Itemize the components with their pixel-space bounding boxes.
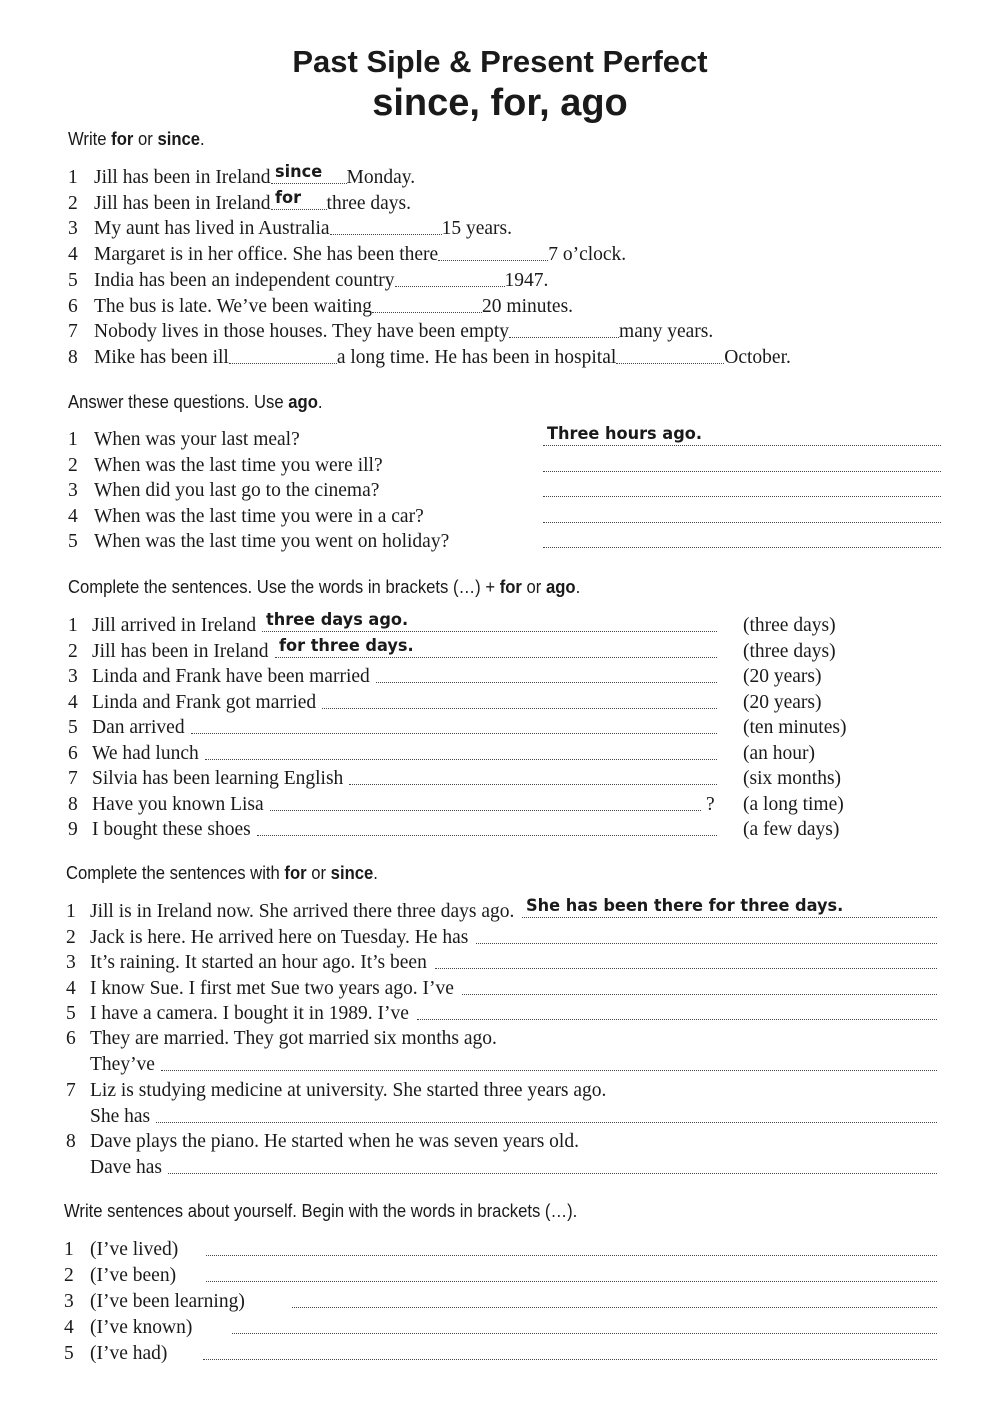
sentence-text: many years. (619, 321, 714, 343)
sentence-text: Margaret is in her office. She has been there (94, 244, 439, 266)
item-number: 9 (68, 819, 78, 840)
answer-blank[interactable] (257, 835, 717, 836)
sentence-text: Linda and Frank got married (92, 691, 317, 713)
ex4-line (66, 951, 945, 975)
sentence-text: She has (90, 1105, 151, 1127)
sentence-text: It’s raining. It started an hour ago. It’s been (90, 952, 427, 973)
ex3-line (68, 793, 945, 817)
exercise-3-instruction-text: for (499, 576, 522, 597)
answer-blank[interactable] (543, 522, 941, 523)
exercise-5-instruction-text: Write sentences about yourself. Begin with the words in brackets (…). (64, 1200, 578, 1221)
exercise-4-instruction-text: or (306, 862, 331, 883)
item-number: 6 (68, 742, 78, 764)
exercise-5-instruction (64, 1200, 577, 1222)
answer-blank[interactable] (292, 1307, 937, 1308)
exercise-1-instruction-text: or (133, 128, 158, 149)
item-number: 8 (68, 346, 78, 368)
exercise-1-instruction-text: since (157, 128, 201, 149)
sentence-text: I bought these shoes (92, 819, 251, 840)
item-number: 4 (68, 244, 78, 266)
answer-blank[interactable] (191, 733, 717, 734)
ex4-line (66, 896, 945, 924)
sentence-text: Monday. (346, 167, 416, 188)
exercise-2-instruction (68, 391, 323, 413)
ex3-line (68, 635, 945, 664)
sentence-text: 20 minutes. (482, 295, 574, 317)
sentence-text: Linda and Frank have been married (92, 666, 370, 687)
answer-blank[interactable] (616, 363, 724, 364)
sentence-text: October. (724, 346, 791, 368)
sentence-text: Jill is in Ireland now. She arrived there three days ago. (90, 901, 515, 922)
ex4-line (66, 1027, 945, 1051)
answer-blank[interactable] (438, 260, 548, 261)
item-number: 4 (68, 505, 78, 527)
bracket-hint: (six months) (743, 768, 842, 789)
item-number: 4 (66, 978, 76, 999)
exercise-4-instruction (66, 862, 378, 884)
question-text: When did you last go to the cinema? (94, 480, 380, 501)
answer-blank[interactable] (349, 784, 717, 785)
ex3-line (68, 818, 945, 842)
answer-blank[interactable] (543, 496, 941, 497)
exercise-2-instruction-text: ago (288, 391, 318, 412)
item-number: 3 (68, 480, 78, 501)
item-number: 5 (66, 1003, 76, 1024)
item-number: 4 (68, 691, 78, 713)
item-number: 7 (68, 321, 78, 343)
item-number: 2 (68, 454, 78, 476)
item-number: 8 (68, 793, 78, 815)
ex1-line (68, 162, 945, 190)
bracket-hint: (20 years) (743, 666, 822, 687)
sentence-text: They’ve (90, 1053, 155, 1075)
sentence-text: (I’ve lived) (90, 1239, 179, 1260)
ex4-continuation-line (66, 1053, 945, 1077)
item-number: 5 (68, 717, 78, 738)
item-number: 4 (64, 1317, 74, 1338)
ex1-line (68, 187, 945, 216)
exercise-4-instruction-text: . (373, 862, 378, 883)
sentence-text: Jack is here. He arrived here on Tuesday. He has (90, 927, 469, 948)
bracket-hint: (an hour) (743, 742, 816, 764)
answer-blank[interactable] (543, 471, 941, 472)
ex2-line (68, 530, 945, 554)
item-number: 2 (68, 640, 78, 662)
bracket-hint: (three days) (743, 615, 836, 636)
handwritten-answer: since (274, 162, 322, 182)
exercise-2-instruction-text: . (317, 391, 323, 412)
item-number: 5 (68, 531, 78, 552)
sentence-text: Dan arrived (92, 717, 185, 738)
exercise-4-instruction-text: since (330, 862, 374, 883)
sentence-text: Nobody lives in those houses. They have been empty (94, 321, 510, 343)
item-number: 2 (66, 927, 76, 948)
ex3-line (68, 767, 945, 791)
item-number: 8 (66, 1131, 76, 1152)
sentence-text: a long time. He has been in hospital (336, 346, 617, 368)
answer-blank[interactable] (395, 286, 505, 287)
exercise-3-instruction-text: ago (545, 576, 576, 597)
answer-blank[interactable] (203, 1359, 937, 1360)
bracket-hint: (three days) (743, 640, 836, 662)
bracket-hint: (a long time) (743, 793, 844, 815)
exercise-3-instruction-text: Complete the sentences. Use the words in brackets (…) + (68, 576, 500, 597)
answer-blank[interactable] (435, 968, 937, 969)
exercise-1-instruction (68, 128, 205, 150)
question-text: When was your last meal? (94, 429, 300, 450)
answer-blank[interactable] (322, 708, 717, 709)
sentence-text: They are married. They got married six months ago. (90, 1028, 497, 1049)
answer-blank[interactable] (376, 682, 717, 683)
exercise-4-instruction-text: for (284, 862, 307, 883)
handwritten-answer: She has been there for three days. (526, 896, 844, 916)
ex1-line (68, 269, 945, 293)
item-number: 5 (68, 269, 78, 291)
item-number: 7 (68, 768, 78, 789)
answer-blank[interactable] (168, 1173, 937, 1174)
question-text: When was the last time you were ill? (94, 454, 383, 476)
sentence-text: 1947. (504, 269, 549, 291)
ex4-continuation-line (66, 1105, 945, 1129)
sentence-text: My aunt has lived in Australia (94, 218, 330, 240)
item-number: 6 (66, 1028, 76, 1049)
handwritten-answer: for (274, 187, 301, 208)
exercise-3-instruction (68, 576, 580, 598)
bracket-hint: (ten minutes) (743, 717, 847, 738)
sentence-text: 7 o’clock. (548, 244, 627, 266)
question-text: When was the last time you were in a car? (94, 505, 424, 527)
answer-blank[interactable] (206, 1255, 937, 1256)
page-subtitle: since, for, ago (372, 82, 628, 124)
answer-blank[interactable] (229, 363, 337, 364)
sentence-text: Jill has been in Ireland (94, 192, 271, 214)
item-number: 3 (64, 1291, 74, 1312)
answer-blank[interactable] (372, 312, 482, 313)
item-number: 1 (68, 167, 78, 188)
ex4-line (66, 1130, 945, 1154)
sentence-text: The bus is late. We’ve been waiting (94, 295, 373, 317)
sentence-text: India has been an independent country (94, 269, 395, 291)
answer-blank[interactable] (156, 1122, 937, 1123)
sentence-text: Mike has been ill (94, 346, 229, 368)
ex3-line (68, 665, 945, 689)
question-mark: ? (706, 793, 715, 815)
item-number: 1 (68, 615, 78, 636)
answer-blank[interactable] (543, 547, 941, 548)
sentence-text: (I’ve been) (90, 1265, 177, 1286)
ex1-line (68, 320, 945, 344)
item-number: 6 (68, 295, 78, 317)
item-number: 3 (68, 666, 78, 687)
handwritten-answer: for three days. (278, 635, 414, 656)
ex1-line (68, 346, 945, 370)
sentence-text: (I’ve had) (90, 1343, 168, 1364)
sentence-text: Silvia has been learning English (92, 768, 344, 789)
ex4-line (66, 1002, 945, 1026)
ex2-line (68, 479, 945, 503)
ex2-line (68, 454, 945, 478)
ex1-line (68, 295, 945, 319)
ex4-line (66, 1079, 945, 1103)
item-number: 2 (64, 1265, 74, 1286)
ex4-line (66, 926, 945, 950)
ex3-line (68, 742, 945, 766)
handwritten-answer: three days ago. (266, 610, 409, 630)
ex4-continuation-line (66, 1156, 945, 1180)
answer-blank[interactable] (417, 1019, 937, 1020)
sentence-text: (I’ve been learning) (90, 1291, 245, 1312)
item-number: 2 (68, 192, 78, 214)
question-text: When was the last time you went on holiday? (94, 531, 450, 552)
ex5-line (64, 1290, 945, 1314)
ex1-line (68, 217, 945, 241)
ex2-line (68, 424, 945, 452)
ex2-line (68, 505, 945, 529)
sentence-text: Jill arrived in Ireland (92, 615, 257, 636)
exercise-4-instruction-text: Complete the sentences with (66, 862, 285, 883)
ex5-line (64, 1238, 945, 1262)
page-title: Past Siple & Present Perfect (292, 44, 708, 79)
sentence-text: I have a camera. I bought it in 1989. I’ve (90, 1003, 409, 1024)
answer-blank[interactable] (476, 943, 937, 944)
bracket-hint: (a few days) (743, 819, 840, 840)
sentence-text: Dave plays the piano. He started when he was seven years old. (90, 1131, 579, 1152)
item-number: 7 (66, 1080, 76, 1101)
ex3-line (68, 610, 945, 638)
ex5-line (64, 1264, 945, 1288)
sentence-text: Dave has (90, 1156, 163, 1178)
answer-blank[interactable] (205, 759, 717, 760)
ex5-line (64, 1316, 945, 1340)
exercise-3-instruction-text: . (575, 576, 581, 597)
bracket-hint: (20 years) (743, 691, 822, 713)
answer-blank[interactable] (232, 1333, 937, 1334)
sentence-text: three days. (326, 192, 411, 214)
sentence-text: I know Sue. I first met Sue two years ago. I’ve (90, 978, 454, 999)
sentence-text: Jill has been in Ireland (94, 167, 271, 188)
answer-blank[interactable] (330, 234, 442, 235)
sentence-text: We had lunch (92, 742, 199, 764)
item-number: 5 (64, 1343, 74, 1364)
sentence-text: 15 years. (441, 218, 512, 240)
exercise-1-instruction-text: for (111, 128, 134, 149)
exercise-1-instruction-text: . (200, 128, 205, 149)
item-number: 3 (66, 952, 76, 973)
ex1-line (68, 243, 945, 267)
item-number: 1 (66, 901, 76, 922)
ex4-line (66, 977, 945, 1001)
sentence-text: Liz is studying medicine at university. She started three years ago. (90, 1080, 607, 1101)
ex3-line (68, 691, 945, 715)
handwritten-answer: Three hours ago. (547, 424, 702, 444)
item-number: 1 (68, 429, 78, 450)
sentence-text: Jill has been in Ireland (92, 640, 269, 662)
exercise-2-instruction-text: Answer these questions. Use (68, 391, 289, 412)
exercise-3-instruction-text: or (521, 576, 546, 597)
answer-blank[interactable] (206, 1281, 937, 1282)
answer-blank[interactable] (462, 994, 937, 995)
sentence-text: Have you known Lisa (92, 793, 264, 815)
sentence-text: (I’ve known) (90, 1317, 193, 1338)
ex3-line (68, 716, 945, 740)
exercise-1-instruction-text: Write (68, 128, 112, 149)
answer-blank[interactable] (270, 810, 701, 811)
item-number: 3 (68, 218, 78, 240)
answer-blank[interactable] (161, 1070, 937, 1071)
answer-blank[interactable] (509, 337, 619, 338)
item-number: 1 (64, 1239, 74, 1260)
ex5-line (64, 1342, 945, 1366)
